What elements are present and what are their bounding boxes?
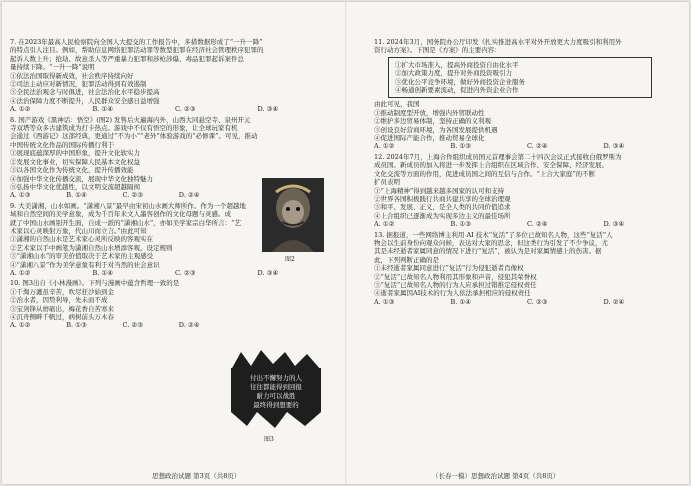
q9-options bbox=[10, 269, 340, 277]
q11-item: ①推动制度型开放，增强内外贸联动性 bbox=[374, 108, 485, 117]
q7-line: ④法治保障力度不断提升，人民群众安全感日益增强 bbox=[10, 96, 160, 105]
question-12 bbox=[374, 153, 680, 229]
q11-option-c: C. ②④ bbox=[527, 142, 548, 151]
q10-item: ①千淘万漉虽辛苦，吹尽狂沙始到金 bbox=[10, 287, 114, 296]
q13-option-c: C. ②③ bbox=[527, 297, 548, 306]
figure-3-cartoon bbox=[227, 348, 325, 430]
q12-item: ④上合组织已逐渐成为实现多边主义的最佳场所 bbox=[374, 211, 511, 220]
q13-item: ④逝者家属因AI技术的行为人依法承担相应的侵权责任 bbox=[374, 289, 531, 298]
cartoon-text-4: 最终得到想要的 bbox=[253, 401, 299, 409]
q9-line: 9. 大美潇湘，山水如画。“潇湘八景”最早由宋初山水画大师所作。作为一个超越地 bbox=[10, 201, 246, 210]
q11-line: 由此可见，我国 bbox=[374, 100, 420, 109]
q7-option-c: C. ②③ bbox=[175, 105, 196, 114]
q7-line: 量持续下降。“一升一降”说明 bbox=[10, 63, 95, 72]
q9-item: ①潇湘的自然山水是艺术家心灵所反映的客观实在 bbox=[10, 235, 153, 244]
q11-box-item: ②加大政策力度，提升对外商投资吸引力 bbox=[395, 69, 512, 78]
q10-item: ③宝剑锋从磨砺出，梅花香自苦寒来 bbox=[10, 304, 114, 313]
q13-option-b: B. ①④ bbox=[450, 297, 472, 306]
question-11 bbox=[374, 38, 680, 151]
q11-box-item: ④畅通创新要素流动，促进内外资企业合作 bbox=[395, 86, 519, 95]
left-page-footer: 思想政治试题 第3页（共8页） bbox=[152, 472, 241, 480]
q11-line: 11. 2024年3月，国务院办公厅印发《扎实推进高水平对外开放更大力度吸引和利用外 bbox=[374, 38, 622, 46]
q13-item: ②“复活”已故知名人物利用其形象和声音，侵犯其荣誉权 bbox=[374, 272, 537, 281]
q11-option-a: A. ①② bbox=[374, 142, 395, 151]
q9-line: 就了中国山水画别开生面，自成一派的“潇湘山水”，亦如美学家宗白华所言：“艺 bbox=[10, 218, 241, 227]
q9-option-b: B. ①④ bbox=[92, 268, 114, 277]
q12-option-d: D. ③④ bbox=[603, 220, 625, 229]
figure-2-caption: 图2 bbox=[285, 256, 295, 263]
q8-line: 会通过《西游记》这部经典，更通过“不为小”“老外”体验游戏的“必修课”。可见，推动 bbox=[10, 132, 258, 141]
q11-item: ④促进国际产能合作，推动贸易全球化 bbox=[374, 134, 485, 143]
q9-option-d: D. ③④ bbox=[257, 268, 279, 277]
q10-option-c: C. ②③ bbox=[122, 321, 144, 330]
q8-item: ②发展文化事业，切实保障人民基本文化权益 bbox=[10, 157, 140, 166]
q11-box-item: ③优化公平竞争环境，做好外商投资企业服务 bbox=[395, 77, 525, 86]
q13-item: ③“复活”已故知名人物的行为人应承担过错推定侵权责任 bbox=[374, 280, 537, 289]
right-page-footer: （长春一模）思想政治试题 第4页（共8页） bbox=[432, 472, 560, 480]
q9-item: ②艺术家以手中画笔为潇湘自然山水增添客观，设定规则 bbox=[10, 243, 173, 252]
q7-line: 起诉人数上升；抢劫、故意杀人等严重暴力犯罪和涉枪涉爆、毒品犯罪起诉案件总 bbox=[10, 54, 244, 63]
q8-option-d: D. ②④ bbox=[178, 191, 200, 200]
q8-option-a: A. ①③ bbox=[10, 191, 31, 200]
q8-option-b: B. ①④ bbox=[66, 191, 87, 200]
q13-line: 此，下列判断正确的是 bbox=[374, 255, 439, 264]
q8-item: ④加强中华文化传播交流，展现中华文化独特魅力 bbox=[10, 174, 153, 183]
q12-options bbox=[374, 220, 680, 228]
q9-item: ④“潇湘八景”作为美学意象有利于对当然的社会意识 bbox=[10, 260, 160, 269]
figure-2-image bbox=[262, 178, 324, 252]
exam-sheet bbox=[2, 2, 689, 484]
q13-options bbox=[374, 298, 680, 306]
q7-line: ②司法主动应对新情况，犯罪活动得到有效遏制 bbox=[10, 80, 147, 89]
q10-option-d: D. ②④ bbox=[178, 321, 200, 330]
cartoon-illustration bbox=[227, 348, 325, 430]
q12-line: 文化交流等方面的作用，促进成员国之间的互信与合作。“上合大家庭”的不断 bbox=[374, 169, 596, 178]
q10-item: ④沉舟侧畔千帆过，病树前头万木春 bbox=[10, 313, 114, 321]
q7-line: 的特点引人注目。例如，帮助信息网络犯罪活动罪等数型犯罪在经济社会管理秩序犯罪的 bbox=[10, 46, 264, 55]
q10-option-b: B. ①③ bbox=[66, 321, 87, 330]
q11-item: ②维护多边贸易体制，坚持正确的义利观 bbox=[374, 117, 491, 126]
question-7 bbox=[10, 38, 340, 114]
q13-item: ①未经逝者家属同意进行“复活”行为侵犯逝者肖像权 bbox=[374, 264, 524, 273]
q9-line: 域和自然空间的美学意象，成为千百年来文人墨客创作的文化母题与灵感。成 bbox=[10, 210, 231, 219]
q13-line: 其是未经逝者家属同意的情况下进行“复活”，被认为是对家属情感上的伤害。据 bbox=[374, 247, 602, 256]
q10-options bbox=[10, 321, 235, 329]
q8-options bbox=[10, 191, 235, 199]
question-13 bbox=[374, 231, 680, 307]
q13-line: 13. 据报道，一些网络博主利用 AI 技术“复活”了多位已故知名人物，这些“复活”人 bbox=[374, 230, 613, 239]
q11-options bbox=[374, 142, 680, 150]
q11-content-box bbox=[388, 57, 652, 99]
q7-option-a: A. ①② bbox=[10, 105, 31, 114]
q10-line: 10. 图3出自《小林漫画》。下列与漫画中蕴含哲理一致的是 bbox=[10, 279, 180, 288]
q8-line: 中国传统文化作品的国际传播行利于 bbox=[10, 140, 114, 149]
q8-item: ⑤弘扬中华文化优越性，以文明交流超越隔阂 bbox=[10, 182, 140, 191]
q12-line: 成员国。新成员的加入将进一步发挥上合组织在区域合作、安全保障、经济发展、 bbox=[374, 161, 608, 170]
q8-line: 8. 国产游戏《黑神话：悟空》(图2) 发售后火遍海内外，山西大同悬空寺、泉州开元 bbox=[10, 115, 251, 124]
q9-line: 术家以心灵映射万象，代山川而立言。”由此可知 bbox=[10, 226, 147, 235]
q11-item: ③创设良好营商环境，为各国发展提供机遇 bbox=[374, 125, 498, 134]
q11-box-item: ①扩大市场准入，提高外商投资自由化水平 bbox=[395, 60, 519, 69]
question-10 bbox=[10, 279, 340, 329]
q9-option-c: C. ②③ bbox=[175, 268, 196, 277]
q12-option-c: C. ②④ bbox=[527, 220, 548, 229]
q12-item: ②世界各国积极践行共商共建共享的全球治理观 bbox=[374, 194, 511, 203]
q13-option-d: D. ②④ bbox=[603, 297, 625, 306]
q9-item: ③“潇湘山水”的审美价值取决于艺术家的主观感受 bbox=[10, 252, 154, 261]
page-fold bbox=[345, 2, 347, 484]
q12-line: 12. 2024年7月，上海合作组织成员国元首理事会第二十四次会议正式接收白俄罗斯为 bbox=[374, 152, 622, 161]
q7-line: ③全民法治观念与时俱进，社会法治化水平稳步提高 bbox=[10, 88, 160, 97]
q7-options bbox=[10, 105, 340, 113]
cartoon-text-1: 付出不懈努力的人 bbox=[250, 374, 302, 382]
q12-item: ③和平、发展、正义，是全人类的共同价值追求 bbox=[374, 203, 511, 212]
q7-option-d: D. ③④ bbox=[257, 105, 279, 114]
q9-option-a: A. ①② bbox=[10, 268, 31, 277]
q8-line: 寺双塔等众多古建筑成为打卡热点。游戏中不仅有悟空的形象，让全球玩家有机 bbox=[10, 124, 238, 133]
cartoon-text-3: 耐力可以战胜 bbox=[256, 392, 296, 400]
q12-item: ①“上海精神”得到越来越多国家的认可和支持 bbox=[374, 186, 505, 195]
q10-option-a: A. ①② bbox=[10, 321, 31, 330]
q7-line: ①依法治国取得新成效，社会秩序持续向好 bbox=[10, 71, 134, 80]
q11-line: 资行动方案》。下图是《方案》的主要内容： bbox=[374, 46, 501, 55]
q8-item: ①展现底蕴深厚的中国形象，提升文化软实力 bbox=[10, 149, 140, 158]
monkey-king-illustration bbox=[262, 178, 324, 252]
q12-line: 扩员表明 bbox=[374, 178, 400, 187]
q12-option-b: B. ①③ bbox=[450, 220, 472, 229]
q8-item: ③以各国文化作为传统文化，提升传播效能 bbox=[10, 166, 134, 175]
cartoon-text-2: 往往都能得到回报 bbox=[250, 383, 302, 391]
right-page bbox=[374, 38, 680, 308]
q7-option-b: B. ①④ bbox=[92, 105, 114, 114]
q12-option-a: A. ①② bbox=[374, 220, 395, 229]
q8-option-c: C. ②③ bbox=[122, 191, 144, 200]
q13-option-a: A. ①③ bbox=[374, 297, 395, 306]
figure-3-caption: 图3 bbox=[264, 436, 274, 443]
q11-option-d: D. ③④ bbox=[603, 142, 625, 151]
q13-line: 物会以生前身份向观众问候，表达对大家的思念，但这类行为引发了不少争议，尤 bbox=[374, 238, 608, 247]
q10-item: ②治水者，因势利导，先未而不成 bbox=[10, 296, 108, 305]
q7-line: 7. 在2023年最高人民检察院向全国人大提交的工作报告中，多措数据形成了“一升一降” bbox=[10, 38, 263, 46]
q11-option-b: B. ①③ bbox=[450, 142, 472, 151]
